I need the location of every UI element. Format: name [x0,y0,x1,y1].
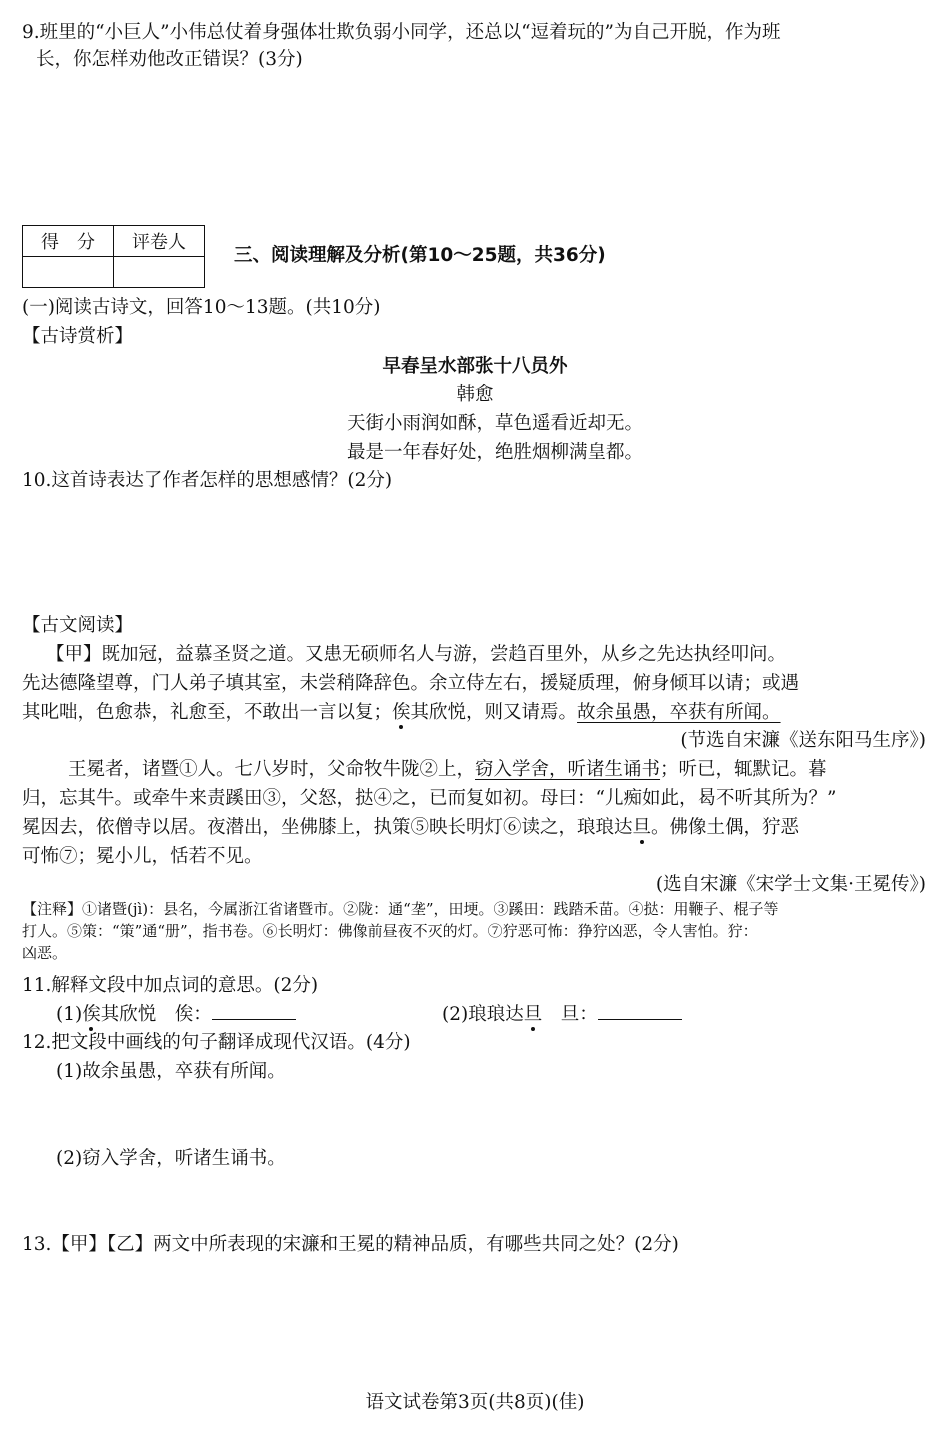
q12-item2: (2)窃入学舍，听诸生诵书。 [56,1148,286,1169]
yi-line2: 归，忘其牛。或牵牛来责蹊田③，父怒，挞④之，已而复如初。母曰：“儿痴如此，曷不听其所为？” [22,788,837,809]
q11-item1: (1)俟其欣悦 俟： [56,1002,296,1028]
q12-item1: (1)故余虽愚，卒获有所闻。 [56,1061,286,1082]
dotted-word: 旦 [523,1004,543,1025]
poem-author: 韩愈 [456,384,494,405]
underlined-sentence: 故余虽愚，卒获有所闻。 [577,702,781,723]
yi-source: (选自宋濂《宋学士文集·王冕传》) [655,874,926,895]
grader-label: 评卷人 [114,226,205,257]
answer-blank[interactable] [212,1003,296,1020]
jia-line2: 先达德隆望尊，门人弟子填其室，未尝稍降辞色。余立侍左右，援疑质理，俯身倾耳以请；或遇 [22,673,800,694]
notes-line1: 【注释】①诸暨(jì)：县名，今属浙江省诸暨市。②陇：通“垄”，田埂。③蹊田：践踏禾苗。④挞：用鞭子、棍子等 [22,900,779,918]
part1-intro: (一)阅读古诗文，回答10～13题。(共10分) [22,297,381,318]
poem-heading: 【古诗赏析】 [22,326,134,347]
score-box [22,225,205,288]
yi-line1: 王冕者，诸暨①人。七八岁时，父命牧牛陇②上，窃入学舍，听诸生诵书；听已，辄默记。暮 [68,759,827,780]
poem-title: 早春呈水部张十八员外 [382,356,568,377]
score-label: 得 分 [23,226,114,257]
grader-cell[interactable] [114,257,205,288]
q9-line1: 9.班里的“小巨人”小伟总仗着身强体壮欺负弱小同学，还总以“逗着玩的”为自己开脱，作为班 [22,22,781,43]
poem-line: 天街小雨润如酥，草色遥看近却无。 [346,413,643,434]
underlined-sentence: 窃入学舍，听诸生诵书 [475,759,661,780]
yi-line3: 冕因去，依僧寺以居。夜潜出，坐佛膝上，执策⑤映长明灯⑥读之，琅琅达旦。佛像土偶，狞恶 [22,817,800,838]
q10: 10.这首诗表达了作者怎样的思想感情？(2分) [22,470,393,491]
section3-title: 三、阅读理解及分析(第10～25题，共36分) [234,245,606,266]
answer-blank[interactable] [598,1003,682,1020]
yi-line4: 可怖⑦；冕小儿，恬若不见。 [22,846,263,867]
q11-stem: 11.解释文段中加点词的意思。(2分) [22,975,319,996]
jia-line3: 其叱咄，色愈恭，礼愈至，不敢出一言以复；俟其欣悦，则又请焉。故余虽愚，卒获有所闻。 [22,702,781,723]
poem-line: 最是一年春好处，绝胜烟柳满皇都。 [346,442,643,463]
notes-line2: 打人。⑤策：“策”通“册”，指书卷。⑥长明灯：佛像前昼夜不灭的灯。⑦狞恶可怖：狰狞凶恶，令人害怕。狞： [22,922,758,940]
dotted-word: 俟 [82,1004,101,1025]
notes-line3: 凶恶。 [22,944,68,962]
jia-source: (节选自宋濂《送东阳马生序》) [680,730,926,751]
prose-heading: 【古文阅读】 [22,615,134,636]
q11-item2: (2)琅琅达旦 旦： [442,1002,682,1028]
page-footer: 语文试卷第3页(共8页)(佳) [365,1392,585,1413]
q9-line2: 长，你怎样劝他改正错误？(3分) [36,49,303,70]
dotted-word: 俟 [392,702,411,723]
q12-stem: 12.把文段中画线的句子翻译成现代汉语。(4分) [22,1032,411,1053]
score-cell[interactable] [23,257,114,288]
dotted-word: 旦 [632,817,652,838]
q13: 13.【甲】【乙】两文中所表现的宋濂和王冕的精神品质，有哪些共同之处？(2分) [22,1234,679,1255]
jia-line1: 【甲】既加冠，益慕圣贤之道。又患无硕师名人与游，尝趋百里外，从乡之先达执经叩问。 [46,644,787,665]
